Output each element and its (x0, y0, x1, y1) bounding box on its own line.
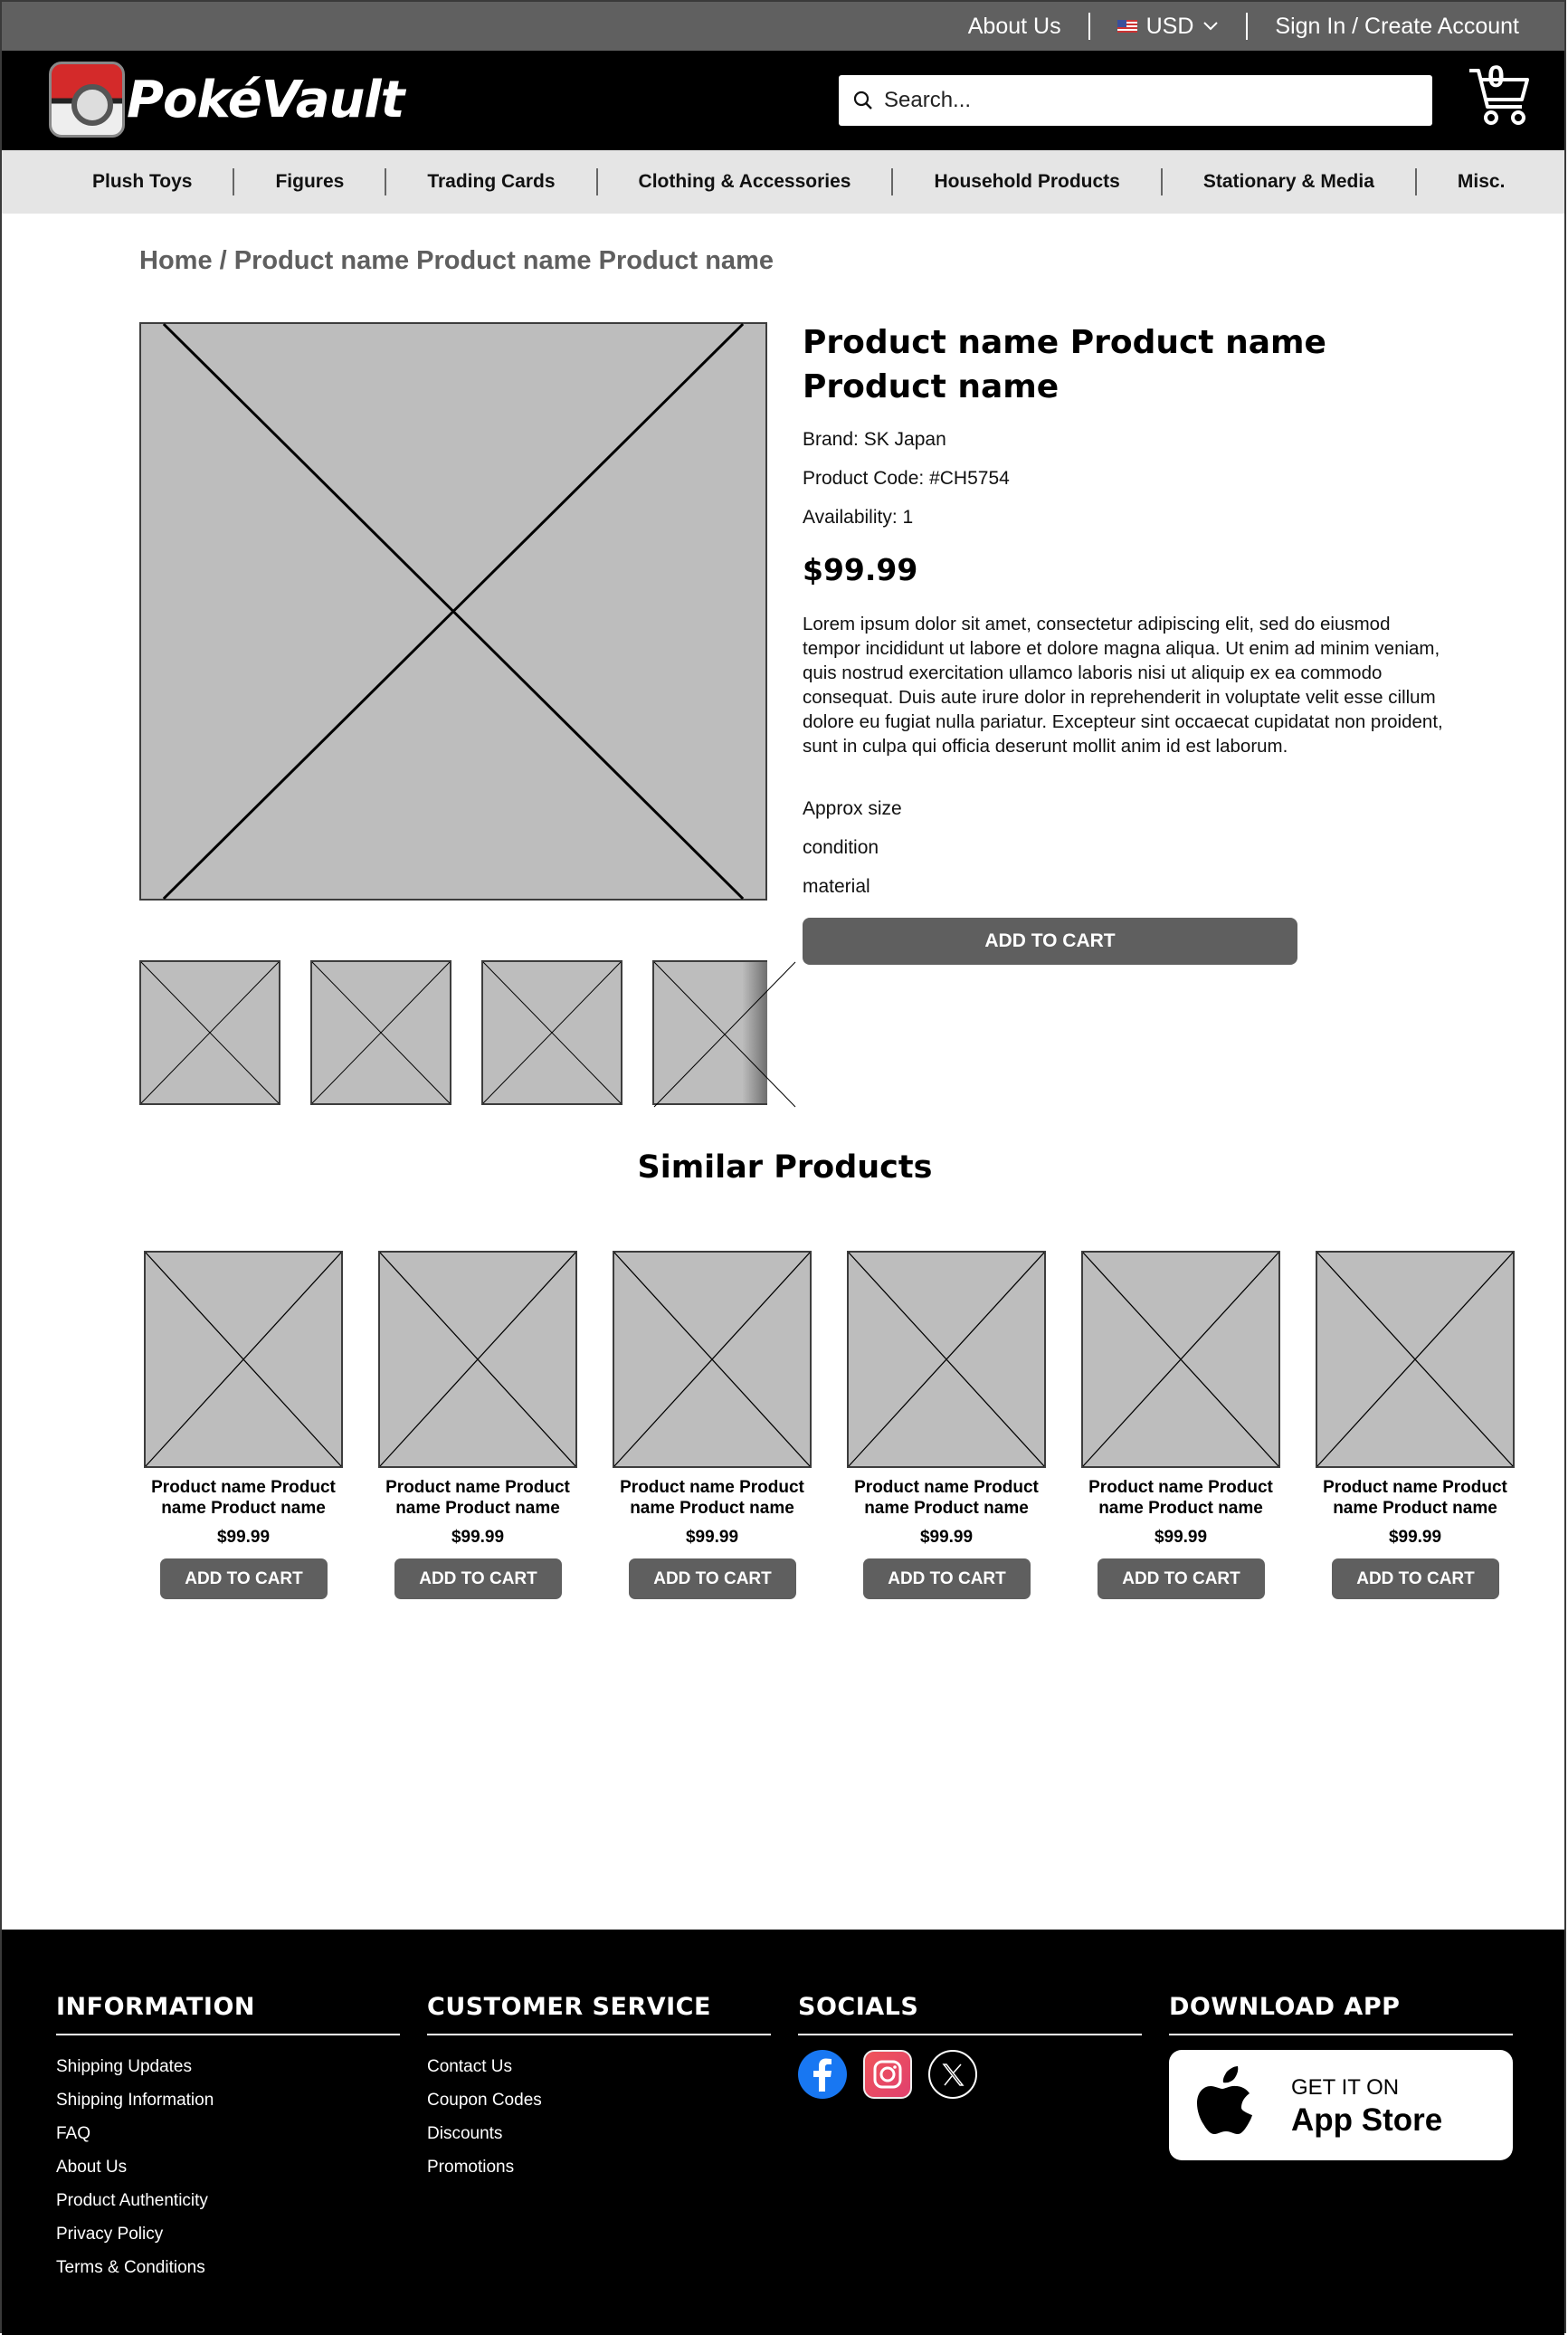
similar-products-title: Similar Products (637, 1149, 933, 1186)
nav-figures[interactable]: Figures (275, 171, 345, 192)
product-size: Approx size (803, 798, 902, 819)
product-availability: Availability: 1 (803, 507, 914, 528)
footer-customer-service (427, 1993, 771, 2184)
footer-link[interactable]: Shipping Updates (56, 2057, 192, 2076)
footer-download-app (1169, 1993, 1513, 2160)
footer-heading: DOWNLOAD APP (1169, 1993, 1513, 2035)
footer-link[interactable]: Coupon Codes (427, 2091, 542, 2110)
product-price: $99.99 (803, 552, 918, 587)
product-card-price: $99.99 (685, 1528, 739, 1547)
footer-link[interactable]: Contact Us (427, 2057, 512, 2076)
footer-link[interactable]: Shipping Information (56, 2091, 214, 2110)
product-code: Product Code: #CH5754 (803, 468, 1010, 489)
utility-bar (2, 2, 1564, 51)
footer-heading: INFORMATION (56, 1993, 400, 2035)
about-us-link[interactable]: About Us (967, 13, 1061, 39)
search-input[interactable] (884, 88, 1391, 113)
breadcrumb-home[interactable]: Home (139, 246, 213, 275)
product-card-name[interactable]: Product name Product name Product name (385, 1478, 570, 1518)
product-card-name[interactable]: Product name Product name Product name (151, 1478, 336, 1518)
product-card-image[interactable] (847, 1251, 1046, 1468)
product-card-price: $99.99 (1388, 1528, 1442, 1547)
product-card-image[interactable] (1316, 1251, 1515, 1468)
footer-link[interactable]: Product Authenticity (56, 2191, 208, 2210)
header (2, 51, 1564, 150)
nav-trading-cards[interactable]: Trading Cards (427, 171, 556, 192)
currency-selector[interactable] (1090, 14, 1247, 40)
footer-link[interactable]: FAQ (56, 2124, 91, 2143)
product-card-name[interactable]: Product name Product name Product name (1088, 1478, 1273, 1518)
footer-socials (798, 1993, 1142, 2099)
nav-clothing-accessories[interactable]: Clothing & Accessories (638, 171, 851, 192)
facebook-icon[interactable] (798, 2050, 847, 2099)
product-card-add-button[interactable]: ADD TO CART (863, 1558, 1031, 1599)
nav-household-products[interactable]: Household Products (934, 171, 1120, 192)
vault-logo-icon (49, 62, 125, 138)
breadcrumb (139, 246, 774, 276)
product-card-name[interactable]: Product name Product name Product name (854, 1478, 1039, 1518)
main-product-image[interactable] (139, 322, 767, 901)
footer-heading: CUSTOMER SERVICE (427, 1993, 771, 2035)
product-card-add-button[interactable]: ADD TO CART (1098, 1558, 1265, 1599)
apple-icon (1194, 2066, 1263, 2144)
breadcrumb-current: Product name Product name Product name (233, 246, 774, 275)
instagram-icon[interactable] (863, 2050, 912, 2099)
footer (2, 1930, 1564, 2335)
footer-link[interactable]: Terms & Conditions (56, 2258, 205, 2277)
cart-count: 0 (1487, 60, 1505, 94)
footer-link[interactable]: Privacy Policy (56, 2225, 164, 2244)
category-nav (2, 150, 1564, 214)
footer-heading: SOCIALS (798, 1993, 1142, 2035)
thumbnail-image[interactable] (310, 960, 451, 1105)
footer-link[interactable]: Promotions (427, 2158, 515, 2177)
product-brand: Brand: SK Japan (803, 429, 946, 450)
logo[interactable] (49, 62, 404, 138)
nav-misc[interactable]: Misc. (1457, 171, 1506, 192)
product-card-price: $99.99 (451, 1528, 505, 1547)
product-card-image[interactable] (144, 1251, 343, 1468)
footer-information (56, 1993, 400, 2284)
thumbnail-image[interactable] (139, 960, 280, 1105)
sign-in-link[interactable]: Sign In / Create Account (1275, 13, 1519, 39)
nav-plush-toys[interactable]: Plush Toys (92, 171, 193, 192)
product-card-add-button[interactable]: ADD TO CART (1332, 1558, 1499, 1599)
chevron-down-icon (1202, 21, 1219, 32)
product-material: material (803, 876, 870, 897)
breadcrumb-separator: / (212, 246, 234, 275)
search-bar (839, 75, 1432, 126)
product-card-name[interactable]: Product name Product name Product name (1323, 1478, 1507, 1518)
x-twitter-icon[interactable] (928, 2050, 977, 2099)
nav-stationary-media[interactable]: Stationary & Media (1202, 171, 1374, 192)
similar-products-carousel[interactable] (139, 1249, 1507, 1611)
product-card-image[interactable] (378, 1251, 577, 1468)
search-icon (853, 91, 873, 110)
product-card-image[interactable] (1081, 1251, 1280, 1468)
add-to-cart-button[interactable]: ADD TO CART (803, 918, 1297, 965)
thumbnail-image[interactable] (652, 960, 767, 1105)
logo-text: PokéVault (127, 70, 404, 129)
product-card-price: $99.99 (216, 1528, 271, 1547)
product-card-price: $99.99 (919, 1528, 974, 1547)
footer-link[interactable]: Discounts (427, 2124, 503, 2143)
product-card-price: $99.99 (1154, 1528, 1208, 1547)
app-store-label: App Store (1291, 2102, 1443, 2138)
product-card-image[interactable] (613, 1251, 812, 1468)
product-card-add-button[interactable]: ADD TO CART (629, 1558, 796, 1599)
app-store-small-text: GET IT ON (1291, 2075, 1400, 2100)
footer-link[interactable]: About Us (56, 2158, 128, 2177)
product-title: Product name Product name Product name (803, 324, 1326, 405)
app-store-button[interactable] (1169, 2050, 1513, 2160)
product-condition: condition (803, 837, 879, 858)
currency-label: USD (1145, 13, 1194, 39)
us-flag-icon (1117, 20, 1137, 33)
product-description: Lorem ipsum dolor sit amet, consectetur adipiscing elit, sed do eiusmod tempor incididunt ut labore et dolore magna aliqua. Ut enim ad minim veniam, quis nostrud exercitation ullamco laboris nisi ut aliquip ex ea commodo consequat. Duis aute irure dolor in reprehenderit in voluptate velit esse cillum dolore eu fugiat nulla pariatur. Excepteur sint occaecat cupidatat non proident, sunt in culpa qui officia deserunt mollit anim id est laborum. (803, 614, 1443, 757)
product-card-add-button[interactable]: ADD TO CART (160, 1558, 328, 1599)
product-card-add-button[interactable]: ADD TO CART (394, 1558, 562, 1599)
thumbnail-image[interactable] (481, 960, 622, 1105)
product-card-name[interactable]: Product name Product name Product name (620, 1478, 804, 1518)
